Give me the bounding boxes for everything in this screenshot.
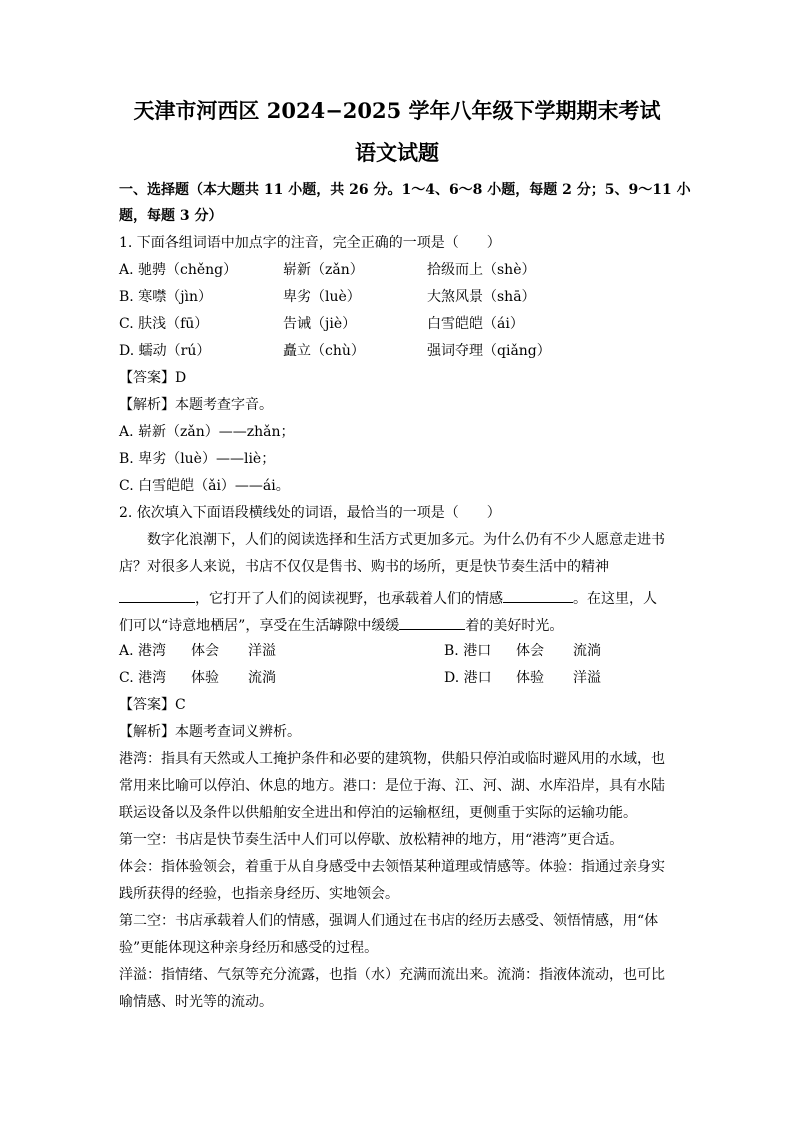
q2-option-a-word1: 体会 xyxy=(191,643,219,659)
q1-analysis: 【解析】本题考查字音。 xyxy=(119,397,273,413)
q1-option-a-2: 崭新（zǎn） xyxy=(283,262,364,278)
q2-option-b-word2: 流淌 xyxy=(573,643,601,659)
explanation-line: 联运设备以及条件以供船舶安全进出和停泊的运输枢纽，更侧重于实际的运输功能。 xyxy=(119,805,637,821)
q2-passage-line: ，它打开了人们的阅读视野，也承载着人们的情感 。在这里，人 xyxy=(119,588,657,608)
q2-option-d-label: D. 港口 xyxy=(444,670,492,686)
q1-stem: 1. 下面各组词语中加点字的注音，完全正确的一项是（ ） xyxy=(119,235,501,251)
explanation-line: 践所获得的经验，也指亲身经历、实地领会。 xyxy=(119,886,399,902)
fill-blank-1 xyxy=(119,588,195,603)
explanation-line: 常用来比喻可以停泊、休息的地方。港口：是位于海、江、河、湖、水库沿岸，具有水陆 xyxy=(119,778,665,794)
q1-option-a-3: 拾级而上（shè） xyxy=(427,262,536,278)
section-heading: 一、选择题（本大题共 11 小题，共 26 分。1～4、6～8 小题，每题 2 分；5、9～11 小 xyxy=(119,182,691,198)
q2-option-c-word1: 体验 xyxy=(191,670,219,686)
q2-option-c-label: C. 港湾 xyxy=(119,670,167,686)
explanation-line: 港湾：指具有天然或人工掩护条件和必要的建筑物，供船只停泊或临时避风用的水域，也 xyxy=(119,751,665,767)
q1-option-d-1: D. 蠕动（rú） xyxy=(119,343,211,359)
explanation-line: 第一空：书店是快节奏生活中人们可以停歇、放松精神的地方，用“港湾”更合适。 xyxy=(119,832,624,848)
explanation-line: 第二空：书店承载着人们的情感，强调人们通过在书店的经历去感受、领悟情感，用“体 xyxy=(119,913,659,929)
exam-subtitle: 语文试题 xyxy=(355,140,439,165)
exam-title: 天津市河西区 2024−2025 学年八年级下学期期末考试 xyxy=(133,98,661,123)
q2-option-b-label: B. 港口 xyxy=(444,643,492,659)
q1-option-a-1: A. 驰骋（chěng） xyxy=(119,262,238,278)
q2-option-c-word2: 流淌 xyxy=(248,670,276,686)
q2-option-d-word2: 洋溢 xyxy=(573,670,601,686)
q2-passage-line: 店？对很多人来说，书店不仅仅是售书、购书的场所，更是快节奏生活中的精神 xyxy=(119,559,609,575)
q1-option-c-2: 告诫（jiè） xyxy=(283,316,357,332)
q1-answer: 【答案】D xyxy=(119,370,187,386)
q1-option-d-3: 强词夺理（qiǎng） xyxy=(427,343,551,359)
q1-option-b-2: 卑劣（luè） xyxy=(283,289,361,305)
q1-option-d-2: 矗立（chù） xyxy=(283,343,365,359)
q2-option-a-label: A. 港湾 xyxy=(119,643,167,659)
q2-option-d-word1: 体验 xyxy=(516,670,544,686)
q1-option-b-3: 大煞风景（shā） xyxy=(427,289,536,305)
q1-option-c-1: C. 肤浅（fū） xyxy=(119,316,209,332)
q2-answer: 【答案】C xyxy=(119,697,186,713)
q2-option-a-word2: 洋溢 xyxy=(248,643,276,659)
q1-note-b: B. 卑劣（luè）——liè； xyxy=(119,451,276,467)
fill-blank-2 xyxy=(503,588,573,603)
fill-blank-3 xyxy=(399,615,465,630)
section-heading-cont: 题，每题 3 分） xyxy=(119,208,223,224)
q1-note-a: A. 崭新（zǎn）——zhǎn； xyxy=(119,424,295,440)
q2-passage-line: 数字化浪潮下，人们的阅读选择和生活方式更加多元。为什么仍有不少人愿意走进书 xyxy=(147,532,665,548)
explanation-line: 洋溢：指情绪、气氛等充分流露，也指（水）充满而流出来。流淌：指液体流动，也可比 xyxy=(119,967,665,983)
explanation-line: 验”更能体现这种亲身经历和感受的过程。 xyxy=(119,940,379,956)
q2-stem: 2. 依次填入下面语段横线处的词语，最恰当的一项是（ ） xyxy=(119,505,501,521)
q1-option-c-3: 白雪皑皑（ái） xyxy=(427,316,524,332)
q1-option-b-1: B. 寒噤（jìn） xyxy=(119,289,213,305)
explanation-line: 喻情感、时光等的流动。 xyxy=(119,994,273,1010)
explanation-line: 体会：指体验领会，着重于从自身感受中去领悟某种道理或情感等。体验：指通过亲身实 xyxy=(119,859,665,875)
q2-option-b-word1: 体会 xyxy=(516,643,544,659)
q2-passage-line: 们可以“诗意地栖居”，享受在生活罅隙中缓缓 着的美好时光。 xyxy=(119,615,563,635)
q1-note-c: C. 白雪皑皑（ǎi）——ái。 xyxy=(119,478,290,494)
q2-analysis: 【解析】本题考查词义辨析。 xyxy=(119,724,301,740)
